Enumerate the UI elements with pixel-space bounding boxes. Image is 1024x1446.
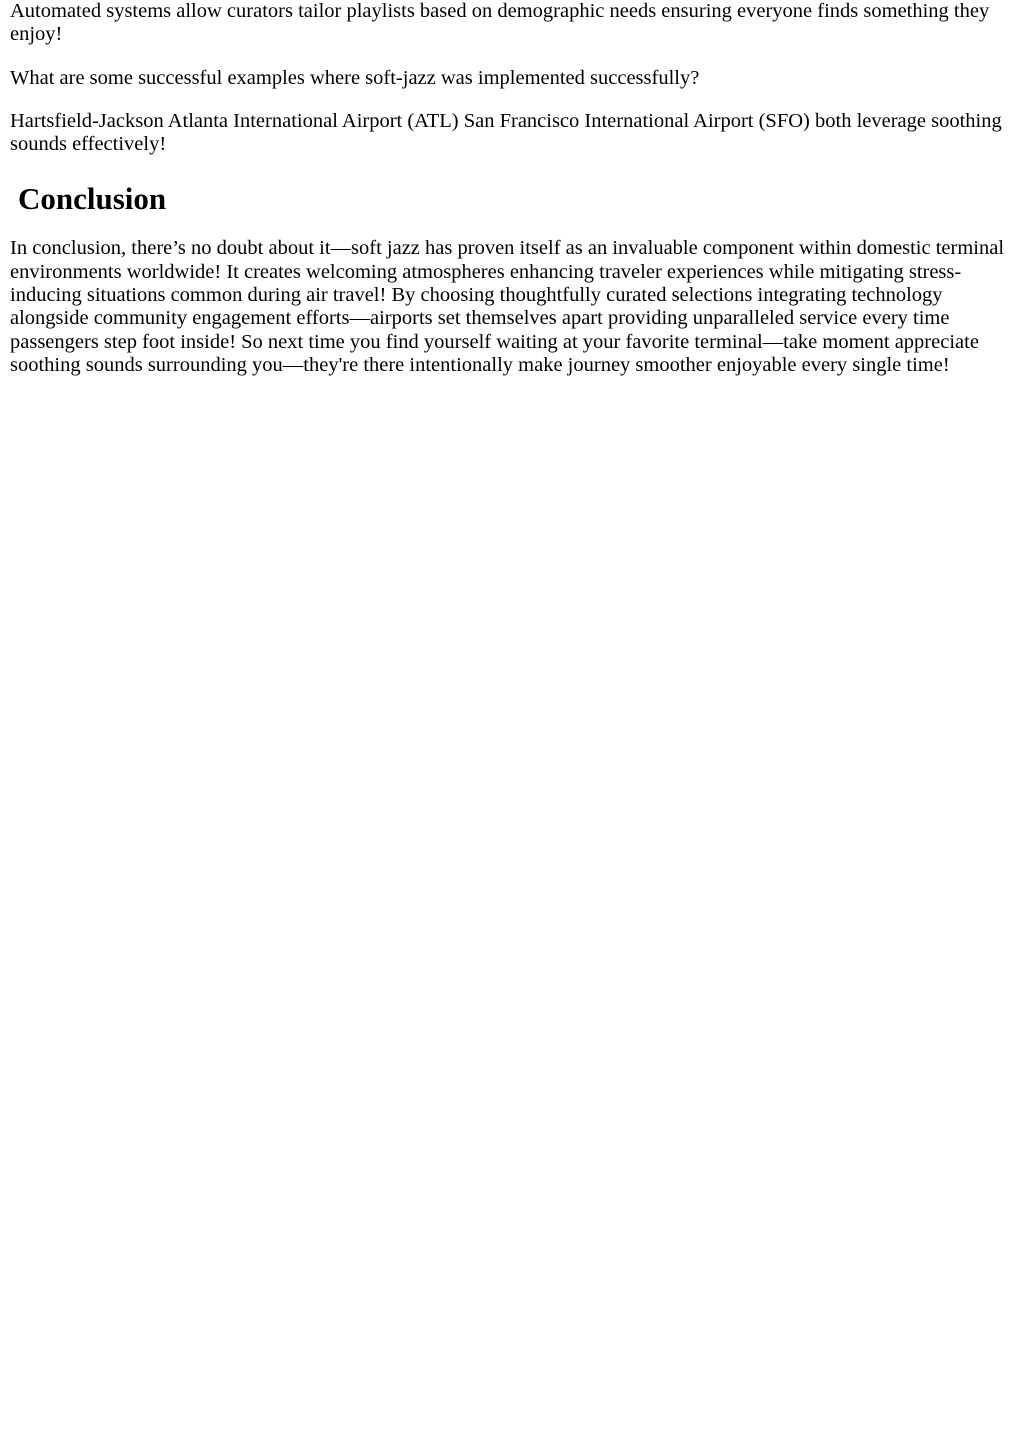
article-body [10,0,1013,377]
paragraph-automated-systems: Automated systems allow curators tailor playlists based on demographic needs ensuring everyone finds something they enjoy! [10,0,990,46]
paragraph-question-examples: What are some successful examples where soft-jazz was implemented successfully? [10,66,700,89]
paragraph-airport-examples: Hartsfield-Jackson Atlanta International Airport (ATL) San Francisco International Airport (SFO) both leverage soothing sounds effectively! [10,109,1002,156]
conclusion-heading: Conclusion [18,181,167,217]
paragraph-conclusion: In conclusion, there’s no doubt about it—soft jazz has proven itself as an invaluable component within domestic terminal environments worldwide! It creates welcoming atmospheres enhancing traveler experiences while mitigating stress-inducing situations common during air travel! By choosing thoughtfully curated selections integrating technology alongside community engagement efforts—airports set themselves apart providing unparalleled service every time passengers step foot inside! So next time you find yourself waiting at your favorite terminal—take moment appreciate soothing sounds surrounding you—they're there intentionally make journey smoother enjoyable every single time! [10,237,1005,376]
